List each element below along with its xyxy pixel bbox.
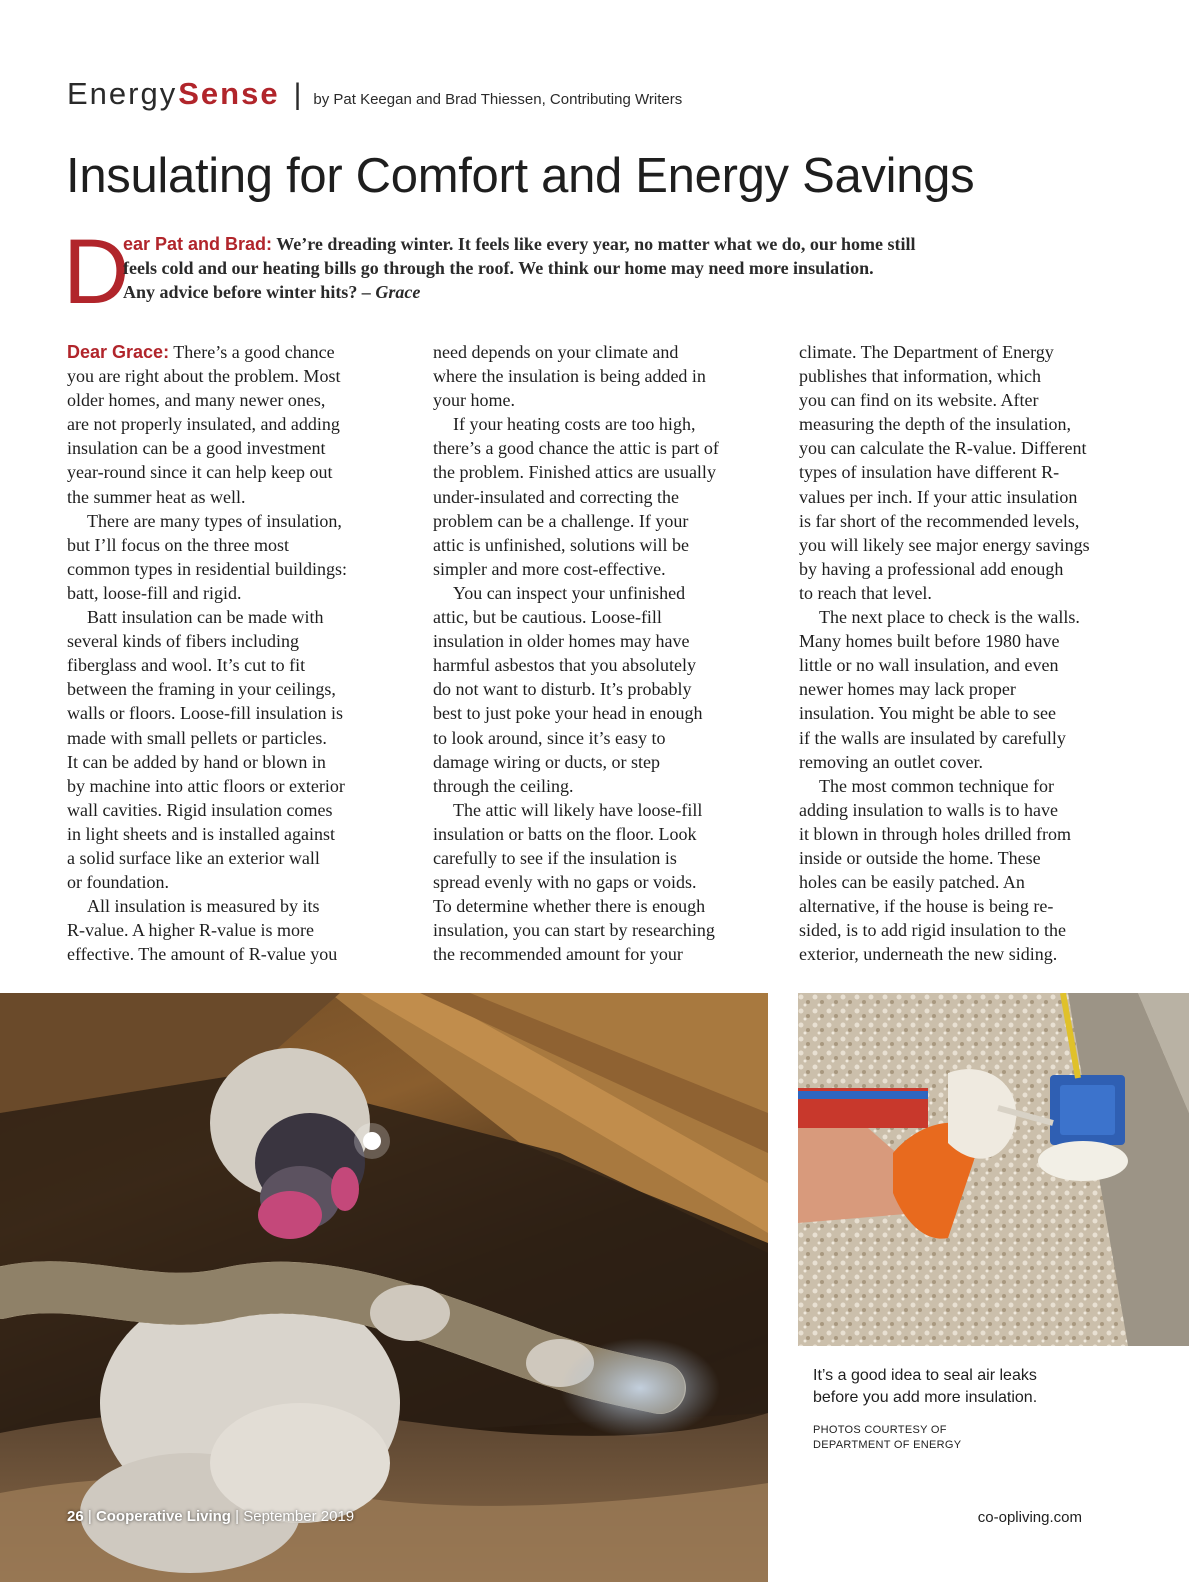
text-line: It can be added by hand or blown in: [67, 751, 326, 772]
text-line: by having a professional add enough: [799, 558, 1064, 579]
text-line: batt, loose-fill and rigid.: [67, 582, 242, 603]
paragraph: [433, 798, 763, 967]
text-line: a solid surface like an exterior wall: [67, 847, 320, 868]
text-line: several kinds of fibers including: [67, 631, 299, 652]
body-column-2: [433, 340, 763, 966]
drop-cap: D: [63, 221, 130, 323]
text-line: under-insulated and correcting the: [433, 486, 680, 507]
text-line: by machine into attic floors or exterior: [67, 775, 345, 796]
text-line: the recommended amount for your: [433, 944, 683, 965]
text-line: it blown in through holes drilled from: [799, 823, 1071, 844]
text-line: to reach that level.: [799, 582, 932, 603]
text-line: you can find on its website. After: [799, 390, 1039, 411]
text-line: If your heating costs are too high,: [453, 414, 696, 435]
website-url: co-opliving.com: [977, 1509, 1082, 1526]
paragraph: [67, 340, 397, 509]
kicker-separator: |: [293, 78, 302, 111]
text-line: wall cavities. Rigid insulation comes: [67, 799, 333, 820]
paragraph: [67, 605, 397, 894]
air-sealing-photo: [798, 993, 1189, 1346]
letter-line: Any advice before winter hits?: [123, 282, 358, 302]
text-line: types of insulation have different R-: [799, 462, 1060, 483]
paragraph: [67, 894, 397, 966]
text-line: values per inch. If your attic insulation: [799, 486, 1078, 507]
text-line: To determine whether there is enough: [433, 896, 706, 917]
paragraph: [433, 340, 763, 412]
text-line: R-value. A higher R-value is more: [67, 920, 314, 941]
letter-signature: – Grace: [361, 282, 421, 302]
article-headline: Insulating for Comfort and Energy Savings: [66, 149, 975, 203]
folio-separator: |: [235, 1508, 240, 1525]
text-line: exterior, underneath the new siding.: [799, 944, 1058, 965]
attic-insulation-photo: [0, 993, 768, 1582]
text-line: damage wiring or ducts, or step: [433, 751, 660, 772]
attic-insulation-illustration: [0, 993, 768, 1582]
paragraph: [799, 605, 1139, 774]
byline: by Pat Keegan and Brad Thiessen, Contributing Writers: [313, 91, 683, 108]
text-line: need depends on your climate and: [433, 342, 679, 362]
text-line: simpler and more cost-effective.: [433, 558, 666, 579]
text-line: insulation can be a good investment: [67, 438, 326, 459]
text-line: you are right about the problem. Most: [67, 366, 341, 387]
text-line: walls or floors. Loose-fill insulation is: [67, 703, 343, 724]
text-line: [67, 340, 397, 364]
text-line: in light sheets and is installed against: [67, 823, 335, 844]
air-sealing-illustration: [798, 993, 1189, 1346]
text-line: publishes that information, which: [799, 366, 1041, 387]
reader-letter: [123, 232, 1053, 304]
text-line: There are many types of insulation,: [87, 510, 342, 531]
text-line: common types in residential buildings:: [67, 558, 347, 579]
text-line: through the ceiling.: [433, 775, 574, 796]
text-line: newer homes may lack proper: [799, 679, 1016, 700]
text-line: climate. The Department of Energy: [799, 342, 1054, 362]
text-line: you will likely see major energy savings: [799, 534, 1090, 555]
text-line: insulation. You might be able to see: [799, 703, 1056, 724]
body-column-1: [67, 340, 397, 966]
text-line: to look around, since it’s easy to: [433, 727, 666, 748]
caption-line: It’s a good idea to seal air leaks: [813, 1367, 1037, 1384]
text-line: little or no wall insulation, and even: [799, 655, 1059, 676]
paragraph: [433, 412, 763, 581]
text-line: are not properly insulated, and adding: [67, 414, 340, 435]
section-brand-energy: Energy: [67, 76, 178, 111]
text-line: or foundation.: [67, 872, 169, 893]
credit-line: PHOTOS COURTESY OF: [813, 1424, 947, 1436]
text-line: measuring the depth of the insulation,: [799, 414, 1071, 435]
photo-caption-right: [813, 1365, 1183, 1409]
page-folio: [67, 1508, 354, 1525]
text-line: spread evenly with no gaps or voids.: [433, 872, 697, 893]
paragraph: [433, 581, 763, 798]
section-brand-sense: Sense: [178, 76, 280, 111]
text-line: inside or outside the home. These: [799, 847, 1041, 868]
text-line: The most common technique for: [819, 775, 1054, 796]
text-line: You can inspect your unfinished: [453, 582, 686, 603]
text-line: harmful asbestos that you absolutely: [433, 655, 696, 676]
text-line: but I’ll focus on the three most: [67, 534, 289, 555]
text-line: is far short of the recommended levels,: [799, 510, 1080, 531]
text-line: your home.: [433, 390, 515, 411]
text-line: removing an outlet cover.: [799, 751, 983, 772]
text-line: sided, is to add rigid insulation to the: [799, 920, 1066, 941]
issue-date: September 2019: [243, 1508, 355, 1525]
paragraph: [67, 509, 397, 605]
folio-separator: |: [87, 1508, 92, 1525]
text-line: effective. The amount of R-value you: [67, 944, 338, 965]
text-line: insulation, you can start by researching: [433, 920, 715, 941]
text-line: you can calculate the R-value. Different: [799, 438, 1087, 459]
letter-line: feels cold and our heating bills go through the roof. We think our home may need more insulation.: [123, 258, 874, 278]
letter-line: We’re dreading winter. It feels like every year, no matter what we do, our home still: [276, 234, 916, 254]
text-line: attic is unfinished, solutions will be: [433, 534, 689, 555]
text-line: made with small pellets or particles.: [67, 727, 327, 748]
text-line: problem can be a challenge. If your: [433, 510, 689, 531]
caption-line: before you add more insulation.: [813, 1389, 1038, 1406]
text-line: alternative, if the house is being re-: [799, 896, 1054, 917]
answer-greeting: Dear Grace:: [67, 342, 170, 362]
text-line: Batt insulation can be made with: [87, 607, 324, 628]
text-line: the problem. Finished attics are usually: [433, 462, 716, 483]
text-line: older homes, and many newer ones,: [67, 390, 326, 411]
credit-line: DEPARTMENT OF ENERGY: [813, 1439, 962, 1451]
text-line: attic, but be cautious. Loose-fill: [433, 607, 662, 628]
text-line: carefully to see if the insulation is: [433, 847, 677, 868]
text-line: insulation or batts on the floor. Look: [433, 823, 697, 844]
text-line: the summer heat as well.: [67, 486, 246, 507]
text-line-rest: There’s a good chance: [169, 342, 335, 362]
magazine-name: Cooperative Living: [95, 1508, 231, 1525]
text-line: do not want to disturb. It’s probably: [433, 679, 692, 700]
text-line: year-round since it can help keep out: [67, 462, 333, 483]
text-line: best to just poke your head in enough: [433, 703, 703, 724]
paragraph: [799, 774, 1139, 967]
text-line: All insulation is measured by its: [87, 896, 320, 917]
page-number: 26: [67, 1508, 84, 1525]
body-column-3: [799, 340, 1139, 966]
text-line: Many homes built before 1980 have: [799, 631, 1060, 652]
text-line: if the walls are insulated by carefully: [799, 727, 1066, 748]
text-line: between the framing in your ceilings,: [67, 679, 336, 700]
section-kicker: [67, 76, 682, 112]
text-line: The next place to check is the walls.: [819, 607, 1080, 628]
text-line: there’s a good chance the attic is part of: [433, 438, 719, 459]
text-line: adding insulation to walls is to have: [799, 799, 1058, 820]
text-line: fiberglass and wool. It’s cut to fit: [67, 655, 306, 676]
text-line: where the insulation is being added in: [433, 366, 706, 387]
letter-greeting: ear Pat and Brad:: [123, 234, 273, 254]
text-line: The attic will likely have loose-fill: [453, 799, 703, 820]
photo-credit: [813, 1423, 961, 1453]
text-line: holes can be easily patched. An: [799, 872, 1025, 893]
text-line: insulation in older homes may have: [433, 631, 690, 652]
paragraph: [799, 340, 1139, 605]
